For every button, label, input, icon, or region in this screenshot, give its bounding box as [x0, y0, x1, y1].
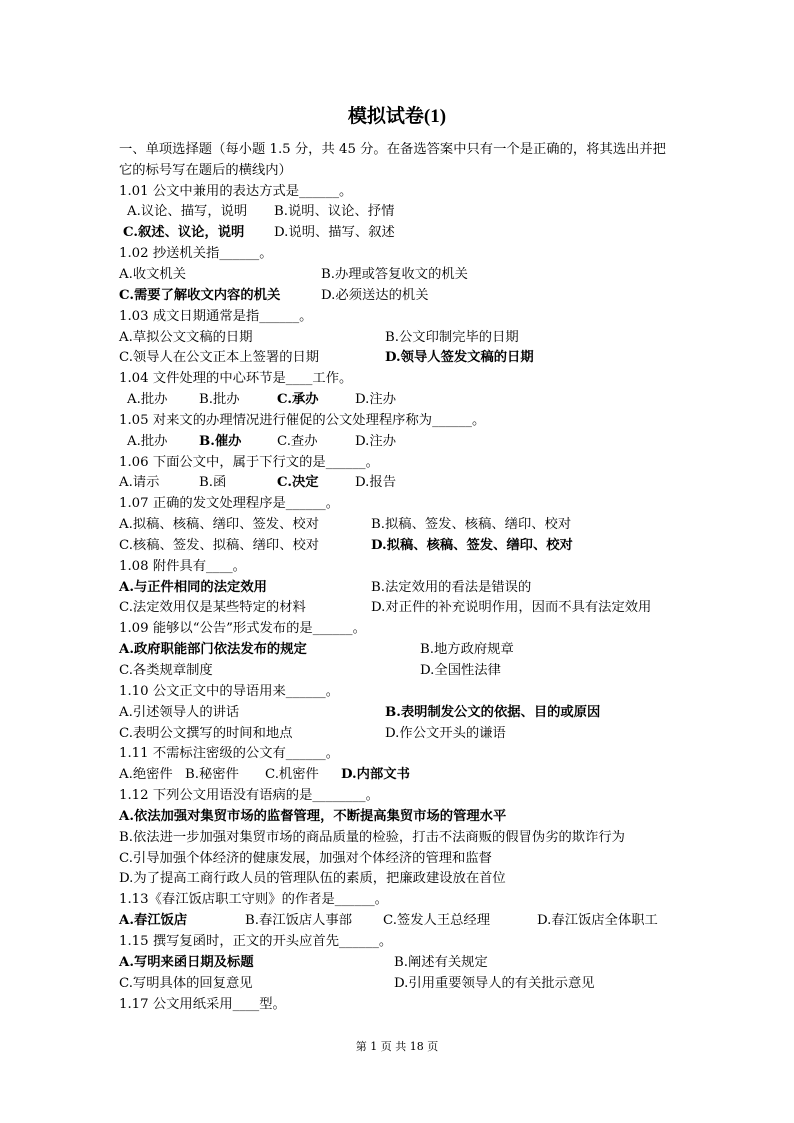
answer-option: C.各类规章制度	[119, 663, 213, 678]
question-text	[119, 682, 679, 703]
answer-option-correct: C.决定	[277, 475, 319, 491]
answer-option-correct: C.叙述、议论，说明	[123, 225, 245, 241]
options-row	[119, 828, 679, 849]
question-stem: 1.07 正确的发文处理程序是______。	[119, 496, 339, 512]
answer-option: C.核稿、签发、拟稿、缮印、校对	[119, 537, 320, 553]
answer-option: A.请示	[119, 475, 160, 491]
answer-option-correct: A.政府职能部门依法发布的规定	[119, 642, 307, 658]
question-text	[119, 369, 679, 390]
question-stem: 1.09 能够以“公告”形式发布的是______。	[119, 621, 366, 637]
options-row	[119, 661, 679, 682]
question-stem: 1.04 文件处理的中心环节是____工作。	[119, 371, 353, 387]
answer-option: B.公文印制完毕的日期	[385, 329, 519, 345]
section-instruction: 一、单项选择题（每小题 1.5 分，共 45 分。在备选答案中只有一个是正确的，将其选出并把它的标号写在题后的横线内）	[119, 142, 666, 178]
question-stem: 1.03 成文日期通常是指______。	[119, 308, 313, 324]
options-row	[119, 473, 679, 494]
answer-option: C.写明具体的回复意见	[119, 975, 253, 991]
options-row	[119, 598, 679, 619]
answer-option-correct: D.领导人签发文稿的日期	[385, 350, 534, 366]
answer-option: D.说明、描写、叙述	[274, 225, 395, 241]
answer-option-correct: A.依法加强对集贸市场的监督管理，不断提高集贸市场的管理水平	[119, 808, 507, 824]
question-stem: 1.10 公文正文中的导语用来______。	[119, 683, 339, 699]
answer-option: D.引用重要领导人的有关批示意见	[394, 975, 595, 991]
answer-option: A.拟稿、核稿、缮印、签发、校对	[119, 517, 319, 533]
answer-option: A.收文机关	[119, 266, 187, 282]
options-row	[119, 911, 679, 932]
answer-option: D.作公文开头的谦语	[385, 725, 506, 741]
answer-option: B.拟稿、签发、核稿、缮印、校对	[371, 517, 572, 533]
answer-option: B.函	[199, 475, 227, 491]
question-stem: 1.02 抄送机关指______。	[119, 246, 273, 262]
question-text	[119, 453, 679, 474]
answer-option: A.引述领导人的讲话	[119, 704, 240, 720]
answer-option: C.引导加强个体经济的健康发展，加强对个体经济的管理和监督	[119, 850, 492, 866]
answer-option-correct: D.内部文书	[341, 767, 410, 783]
answer-option: D.对正件的补充说明作用，因而不具有法定效用	[371, 600, 652, 616]
question-text	[119, 786, 679, 807]
answer-option: D.注办	[355, 433, 397, 449]
answer-option-correct: A.春江饭店	[119, 913, 188, 929]
question-text	[119, 411, 679, 432]
answer-option: C.法定效用仅是某些特定的材料	[119, 600, 306, 616]
answer-option-correct: A.写明来函日期及标题	[119, 954, 254, 970]
answer-option: B.阐述有关规定	[394, 954, 488, 970]
options-row	[119, 432, 679, 453]
answer-option: A.议论、描写，说明	[127, 204, 248, 220]
answer-option: B.春江饭店人事部	[245, 913, 353, 929]
answer-option: D.报告	[355, 475, 397, 491]
answer-option: D.全国性法律	[420, 663, 501, 678]
options-row	[119, 953, 679, 974]
answer-option: D.注办	[355, 392, 397, 408]
page-footer: 第 1 页 共 18 页	[355, 1040, 439, 1053]
answer-option: B.法定效用的看法是错误的	[371, 579, 532, 595]
options-row	[119, 765, 679, 786]
question-text	[119, 932, 679, 953]
answer-option: D.为了提高工商行政人员的管理队伍的素质，把廉政建设放在首位	[119, 871, 506, 887]
question-stem: 1.05 对来文的办理情况进行催促的公文处理程序称为______。	[119, 412, 486, 428]
question-text	[119, 557, 679, 578]
answer-option: A.绝密件	[119, 767, 173, 783]
question-text	[119, 244, 679, 265]
options-row	[119, 640, 679, 661]
options-row	[119, 869, 679, 890]
options-row	[119, 703, 679, 724]
answer-option: C.机密件	[265, 767, 319, 783]
options-row	[119, 807, 679, 828]
question-stem: 1.12 下列公文用语没有语病的是________。	[119, 788, 379, 804]
question-text	[119, 619, 679, 640]
options-row	[119, 286, 679, 307]
answer-option-correct: A.与正件相同的法定效用	[119, 579, 267, 595]
answer-option: B.办理或答复收文的机关	[321, 266, 468, 282]
options-row	[119, 265, 679, 286]
question-stem: 1.08 附件具有____。	[119, 558, 246, 574]
answer-option-correct: B.表明制发公文的依据、目的或原因	[385, 704, 601, 720]
answer-option: B.说明、议论、抒情	[274, 204, 395, 220]
options-row	[119, 348, 679, 369]
question-stem: 1.13《春江饭店职工守则》的作者是______。	[119, 892, 388, 908]
answer-option-correct: D.拟稿、核稿、签发、缮印、校对	[371, 537, 573, 553]
options-row	[119, 328, 679, 349]
answer-option: B.地方政府规章	[420, 642, 514, 658]
question-stem: 1.11 不需标注密级的公文有______。	[119, 746, 339, 762]
answer-option: B.依法进一步加强对集贸市场的商品质量的检验，打击不法商贩的假冒伪劣的欺诈行为	[119, 829, 625, 845]
options-row	[119, 536, 679, 557]
question-text	[119, 995, 679, 1016]
answer-option: A.批办	[127, 392, 168, 408]
answer-option: C.查办	[277, 433, 318, 449]
answer-option: C.表明公文撰写的时间和地点	[119, 725, 293, 741]
answer-option-correct: B.催办	[199, 433, 242, 449]
answer-option: D.必须送达的机关	[321, 287, 429, 303]
options-row	[119, 724, 679, 745]
options-row	[119, 515, 679, 536]
answer-option-correct: C.需要了解收文内容的机关	[119, 287, 281, 303]
options-row	[119, 578, 679, 599]
answer-option: A.批办	[127, 433, 168, 449]
options-row	[119, 849, 679, 870]
options-row	[119, 974, 679, 995]
options-row	[119, 223, 679, 244]
question-stem: 1.01 公文中兼用的表达方式是______。	[119, 183, 353, 199]
options-row	[119, 390, 679, 411]
question-text	[119, 182, 679, 203]
question-list	[119, 140, 679, 1015]
question-stem: 1.17 公文用纸采用____型。	[119, 996, 286, 1012]
answer-option: B.批办	[199, 392, 240, 408]
answer-option: C.签发人王总经理	[383, 913, 491, 929]
question-text	[119, 744, 679, 765]
question-text	[119, 890, 679, 911]
answer-option: C.领导人在公文正本上签署的日期	[119, 350, 320, 366]
answer-option: A.草拟公文文稿的日期	[119, 329, 253, 345]
answer-option: D.春江饭店全体职工	[537, 913, 658, 929]
question-stem: 1.06 下面公文中，属于下行文的是______。	[119, 454, 379, 470]
question-text	[119, 307, 679, 328]
answer-option: B.秘密件	[185, 767, 239, 783]
question-stem: 1.15 撰写复函时，正文的开头应首先______。	[119, 933, 393, 949]
page-title: 模拟试卷(1)	[347, 106, 447, 127]
question-text	[119, 494, 679, 515]
answer-option-correct: C.承办	[277, 392, 319, 408]
options-row	[119, 202, 679, 223]
